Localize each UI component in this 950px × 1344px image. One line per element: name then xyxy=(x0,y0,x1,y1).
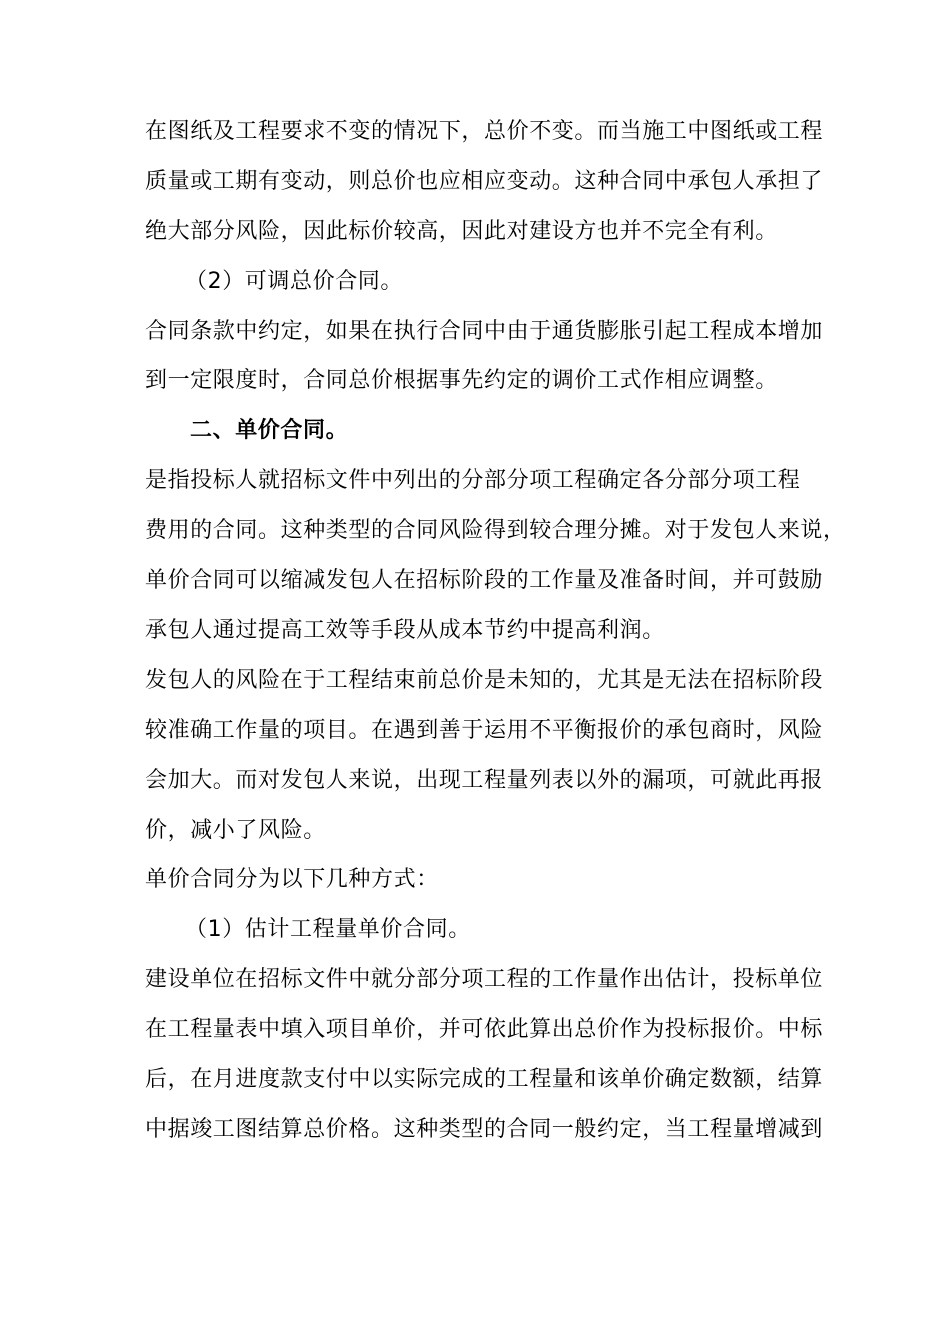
paragraph-line: 会加大。而对发包人来说，出现工程量列表以外的漏项，可就此再报 xyxy=(145,768,824,793)
paragraph-line: 绝大部分风险，因此标价较高，因此对建设方也并不完全有利。 xyxy=(145,219,778,244)
paragraph-line: 价，减小了风险。 xyxy=(145,818,326,843)
paragraph-line: 在图纸及工程要求不变的情况下，总价不变。而当施工中图纸或工程 xyxy=(145,119,824,144)
paragraph-line: 质量或工期有变动，则总价也应相应变动。这种合同中承包人承担了 xyxy=(145,169,824,194)
paragraph-line: 是指投标人就招标文件中列出的分部分项工程确定各分部分项工程 xyxy=(145,468,801,493)
paragraph-line: 在工程量表中填入项目单价，并可依此算出总价作为投标报价。中标 xyxy=(145,1017,824,1042)
subsection-heading: （1）估计工程量单价合同。 xyxy=(185,917,471,942)
paragraph-line: 后，在月进度款支付中以实际完成的工程量和该单价确定数额，结算 xyxy=(145,1067,824,1092)
subsection-heading: （2）可调总价合同。 xyxy=(185,269,403,294)
paragraph-line: 发包人的风险在于工程结束前总价是未知的，尤其是无法在招标阶段 xyxy=(145,668,824,693)
paragraph-line: 承包人通过提高工效等手段从成本节约中提高利润。 xyxy=(145,618,665,643)
paragraph-line: 费用的合同。这种类型的合同风险得到较合理分摊。对于发包人来说， xyxy=(145,518,846,543)
paragraph-line: 较准确工作量的项目。在遇到善于运用不平衡报价的承包商时，风险 xyxy=(145,718,824,743)
paragraph-line: 中据竣工图结算总价格。这种类型的合同一般约定，当工程量增减到 xyxy=(145,1117,824,1142)
paragraph-line: 到一定限度时，合同总价根据事先约定的调价工式作相应调整。 xyxy=(145,368,778,393)
paragraph-line: 单价合同可以缩减发包人在招标阶段的工作量及准备时间，并可鼓励 xyxy=(145,568,824,593)
paragraph-line: 建设单位在招标文件中就分部分项工程的工作量作出估计，投标单位 xyxy=(145,967,824,992)
paragraph-line: 单价合同分为以下几种方式： xyxy=(145,867,439,892)
paragraph-line: 合同条款中约定，如果在执行合同中由于通货膨胀引起工程成本增加 xyxy=(145,319,824,344)
section-heading: 二、单价合同。 xyxy=(190,418,349,443)
